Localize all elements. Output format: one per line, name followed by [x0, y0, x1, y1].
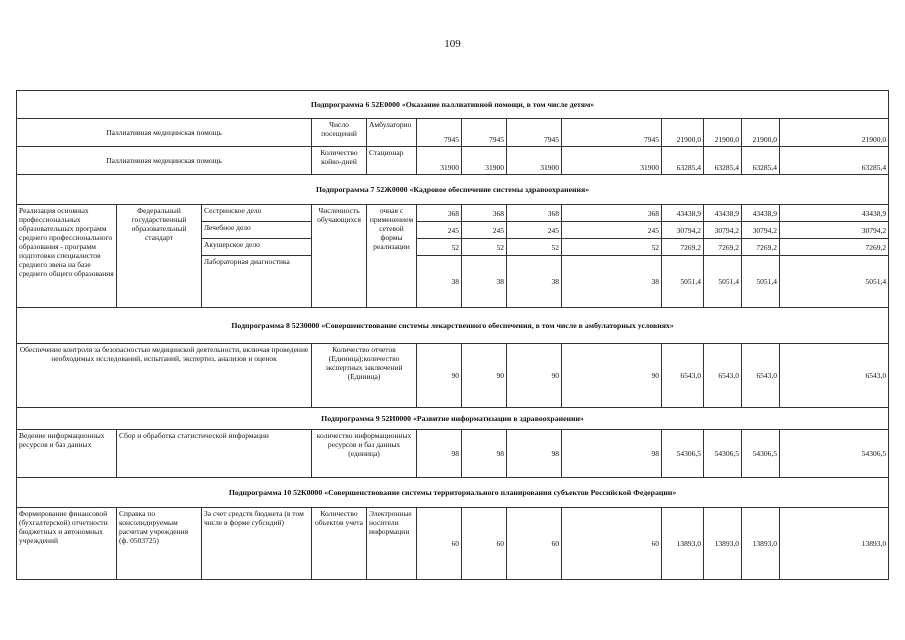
indicator: Количество отчетов (Единица);количество экспертных заключений (Единица) [312, 344, 417, 408]
value-cell: 5051,4 [662, 256, 704, 308]
value-cell: 7945 [562, 119, 662, 147]
value-cell: 6543,0 [742, 344, 780, 408]
value-cell: 7269,2 [662, 239, 704, 256]
value-cell: 60 [562, 508, 662, 580]
value-cell: 368 [507, 205, 562, 222]
table-row [17, 508, 889, 580]
program-description: Реализация основных профессиональных образовательных программ среднего профессионального образования - программ подготовки специалистов среднего звена на базе среднего общего образования [17, 205, 117, 308]
value-cell: 7269,2 [780, 239, 889, 256]
subprogram-10-header: Подпрограмма 10 52К0000 «Совершенствование системы территориального планирования субъектов Российской Федерации» [17, 478, 889, 508]
table-row [17, 430, 889, 478]
value-cell: 245 [507, 222, 562, 239]
value-cell: 5051,4 [704, 256, 742, 308]
value-cell: 63285,4 [704, 147, 742, 175]
value-cell: 368 [462, 205, 507, 222]
document: Справка по консолидируемым расчетам учреждения (ф. 0503725) [117, 508, 202, 580]
value-cell: 31900 [562, 147, 662, 175]
form: Амбулаторио [367, 119, 417, 147]
value-cell: 52 [562, 239, 662, 256]
value-cell: 21900,0 [704, 119, 742, 147]
value-cell: 7945 [507, 119, 562, 147]
value-cell: 245 [562, 222, 662, 239]
subprogram-9-header: Подпрограмма 9 52И0000 «Развитие информатизации в здравоохранении» [17, 408, 889, 430]
service-name: Ведение информационных ресурсов и баз данных [17, 430, 117, 478]
value-cell: 245 [417, 222, 462, 239]
value-cell: 7945 [462, 119, 507, 147]
value-cell: 21900,0 [780, 119, 889, 147]
value-cell: 90 [562, 344, 662, 408]
value-cell: 13893,0 [742, 508, 780, 580]
value-cell: 13893,0 [780, 508, 889, 580]
value-cell: 52 [462, 239, 507, 256]
indicator: Количество койко-дней [312, 147, 367, 175]
subprogram-6-header: Подпрограмма 6 52Е0000 «Оказание паллиативной помощи, в том числе детям» [17, 91, 889, 119]
indicator: Количество объектов учета [312, 508, 367, 580]
indicator: количество информационных ресурсов и баз данных (единица) [312, 430, 417, 478]
value-cell: 30794,2 [780, 222, 889, 239]
table-row [17, 344, 889, 408]
value-cell: 43438,9 [780, 205, 889, 222]
value-cell: 63285,4 [780, 147, 889, 175]
value-cell: 38 [462, 256, 507, 308]
value-cell: 38 [562, 256, 662, 308]
value-cell: 43438,9 [742, 205, 780, 222]
value-cell: 90 [417, 344, 462, 408]
value-cell: 43438,9 [704, 205, 742, 222]
form: Стационар [367, 147, 417, 175]
value-cell: 368 [417, 205, 462, 222]
service-name: Формирование финансовой (бухгалтерской) отчетности бюджетных и автономных учреждений [17, 508, 117, 580]
value-cell: 30794,2 [662, 222, 704, 239]
value-cell: 6543,0 [780, 344, 889, 408]
value-cell: 98 [507, 430, 562, 478]
budget-table [16, 90, 889, 580]
value-cell: 60 [507, 508, 562, 580]
page-number: 109 [444, 38, 461, 50]
value-cell: 30794,2 [704, 222, 742, 239]
service-name: Обеспечение контроля за безопасностью медицинской деятельности, включая проведение необходимых исследований, испытаний, экспертиз, анализов и оценок [17, 344, 312, 408]
specialty: Лабораторная диагностика [202, 256, 312, 308]
value-cell: 38 [507, 256, 562, 308]
value-cell: 98 [417, 430, 462, 478]
value-cell: 38 [417, 256, 462, 308]
value-cell: 54306,5 [742, 430, 780, 478]
value-cell: 52 [417, 239, 462, 256]
value-cell: 7269,2 [742, 239, 780, 256]
table-row [17, 147, 889, 175]
value-cell: 90 [507, 344, 562, 408]
specialty: Сестринское дело [202, 205, 312, 222]
value-cell: 368 [562, 205, 662, 222]
table-row [17, 119, 889, 147]
value-cell: 98 [562, 430, 662, 478]
value-cell: 54306,5 [662, 430, 704, 478]
value-cell: 7269,2 [704, 239, 742, 256]
value-cell: 63285,4 [742, 147, 780, 175]
value-cell: 31900 [462, 147, 507, 175]
value-cell: 90 [462, 344, 507, 408]
value-cell: 5051,4 [780, 256, 889, 308]
value-cell: 54306,5 [780, 430, 889, 478]
work-description: Сбор и обработка статистической информации [117, 430, 312, 478]
value-cell: 7945 [417, 119, 462, 147]
standard: Федеральный государственный образовательный стандарт [117, 205, 202, 308]
value-cell: 31900 [417, 147, 462, 175]
value-cell: 54306,5 [704, 430, 742, 478]
service-name: Паллиативная медицинская помощь [17, 147, 312, 175]
value-cell: 245 [462, 222, 507, 239]
value-cell: 6543,0 [704, 344, 742, 408]
value-cell: 21900,0 [742, 119, 780, 147]
indicator: Число посещений [312, 119, 367, 147]
indicator: Численность обучающихся [312, 205, 367, 308]
value-cell: 5051,4 [742, 256, 780, 308]
value-cell: 60 [462, 508, 507, 580]
value-cell: 60 [417, 508, 462, 580]
service-name: Паллиативная медицинская помощь [17, 119, 312, 147]
subprogram-8-header: Подпрограмма 8 52З0000 «Совершенствование системы лекарственного обеспечения, в том числе в амбулаторных условиях» [17, 308, 889, 344]
value-cell: 13893,0 [704, 508, 742, 580]
table-row [17, 205, 889, 222]
value-cell: 43438,9 [662, 205, 704, 222]
value-cell: 30794,2 [742, 222, 780, 239]
subprogram-7-header: Подпрограмма 7 52Ж0000 «Кадровое обеспечение системы здравоохранения» [17, 175, 889, 205]
value-cell: 21900,0 [662, 119, 704, 147]
value-cell: 6543,0 [662, 344, 704, 408]
form: очная с применением сетевой формы реализации [367, 205, 417, 308]
value-cell: 63285,4 [662, 147, 704, 175]
value-cell: 98 [462, 430, 507, 478]
funding-source: За счет средств бюджета (в том числе в форме субсидий) [202, 508, 312, 580]
value-cell: 52 [507, 239, 562, 256]
form: Электронные носители информации [367, 508, 417, 580]
value-cell: 31900 [507, 147, 562, 175]
specialty: Акушерское дело [202, 239, 312, 256]
specialty: Лечебное дело [202, 222, 312, 239]
value-cell: 13893,0 [662, 508, 704, 580]
